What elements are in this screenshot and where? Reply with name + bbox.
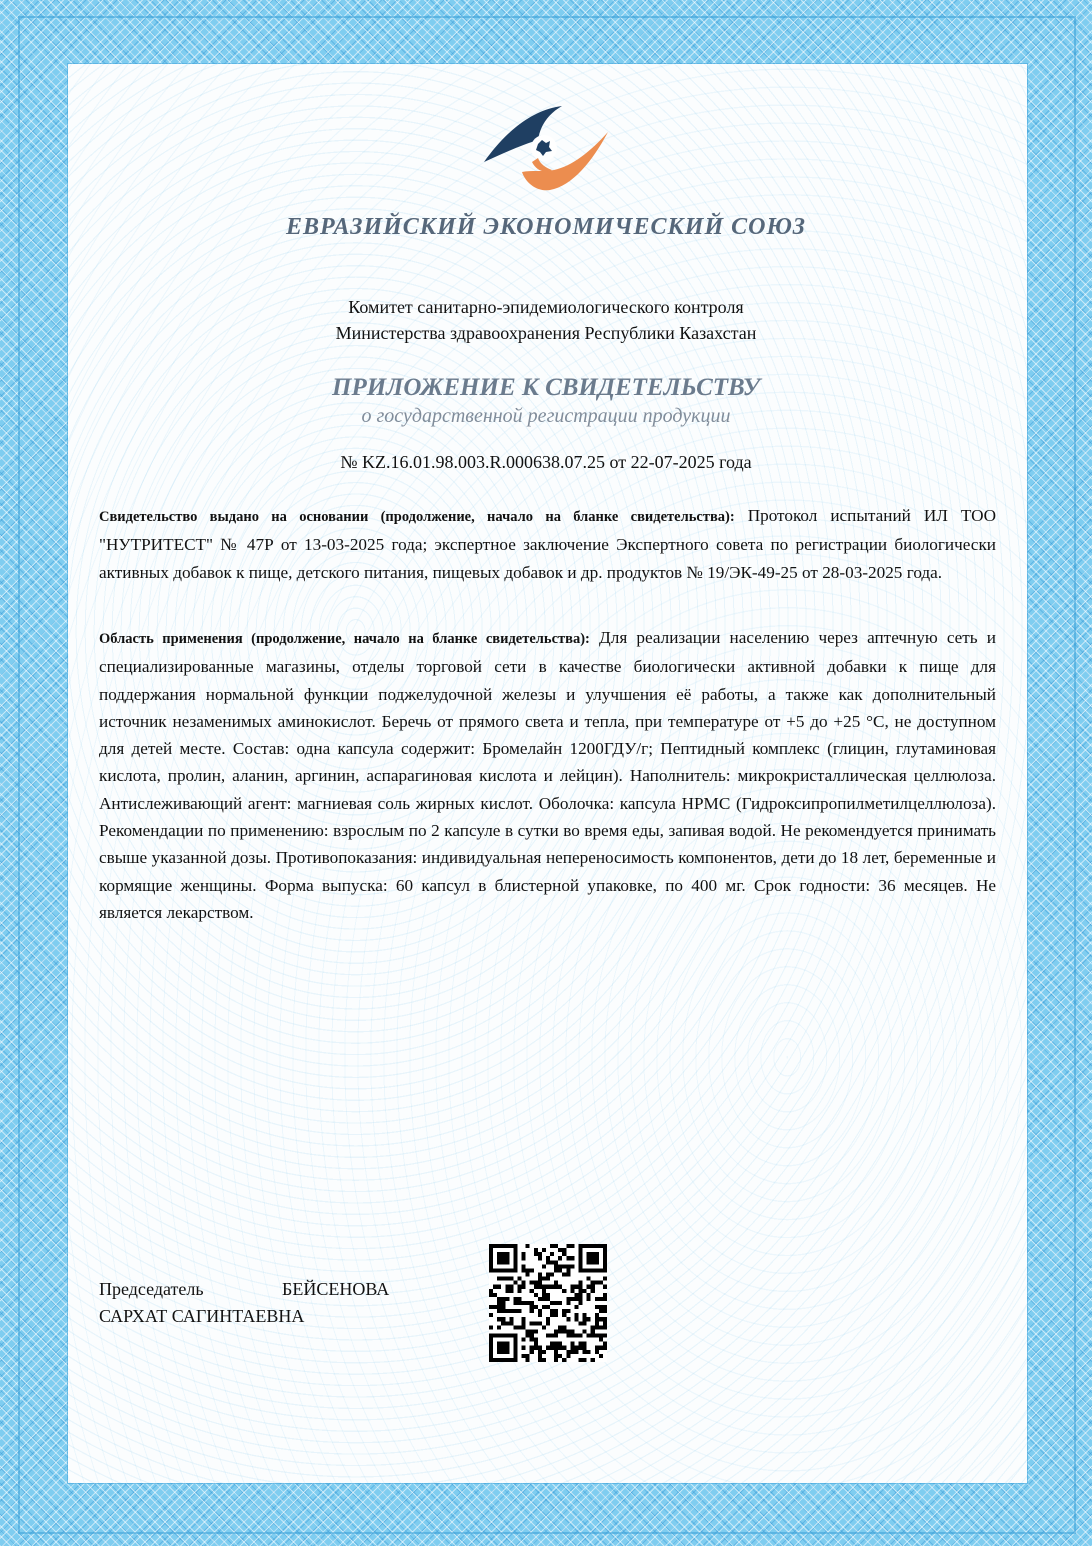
committee-line: Комитет санитарно-эпидемиологического контроля xyxy=(348,297,744,317)
signatory-surname: БЕЙСЕНОВА xyxy=(282,1279,390,1299)
basis-label: Свидетельство выдано на основании (продолжение, начало на бланке свидетельства): xyxy=(99,509,735,525)
committee-line: Министерства здравоохранения Республики Казахстан xyxy=(335,323,757,343)
scope-paragraph xyxy=(99,624,996,926)
qr-code-icon xyxy=(489,1244,607,1362)
signature-block xyxy=(99,1276,419,1330)
certificate-number: № KZ.16.01.98.003.R.000638.07.25 от 22-07-2025 года xyxy=(340,452,752,472)
signatory-role: Председатель xyxy=(99,1279,204,1299)
appendix-subtitle: о государственной регистрации продукции xyxy=(361,405,731,427)
scope-text: Для реализации населению через аптечную сеть и специализированные магазины, отделы торговой сети в качестве биологически активной добавки к пище для поддержания нормальной функции поджелудочной железы и улучшения её работы, а также как дополнительный источник незаменимых аминокислот. Беречь от прямого света и тепла, при температуре от +5 до +25 °С, не доступном для детей месте. Состав: одна капсула содержит: Бромелайн 1200ГДУ/г; Пептидный комплекс (глицин, глутаминовая кислота, пролин, аланин, аргинин, аспарагиновая кислота и лейцин). Наполнитель: микрокристаллическая целлюлоза. Антислеживающий агент: магниевая соль жирных кислот. Оболочка: капсула HPMC (Гидроксипропилметилцеллюлоза). Рекомендации по применению: взрослым по 2 капсуле в сутки во время еды, запивая водой. Не рекомендуется принимать свыше указанной дозы. Противопоказания: индивидуальная непереносимость компонентов, дети до 18 лет, беременные и кормящие женщины. Форма выпуска: 60 капсул в блистерной упаковке, по 400 мг. Срок годности: 36 месяцев. Не является лекарством. xyxy=(99,628,996,922)
union-title: ЕВРАЗИЙСКИЙ ЭКОНОМИЧЕСКИЙ СОЮЗ xyxy=(285,214,807,240)
basis-text: Протокол испытаний ИЛ ТОО "НУТРИТЕСТ" № 47Р от 13-03-2025 года; экспертное заключение Экспертного совета по регистрации биологически активных добавок к пище, детского питания, пищевых добавок и др. продуктов № 19/ЭК-49-25 от 28-03-2025 года. xyxy=(99,506,997,582)
scope-label: Область применения (продолжение, начало на бланке свидетельства): xyxy=(99,631,590,647)
committee-block xyxy=(0,294,1092,346)
appendix-title: ПРИЛОЖЕНИЕ К СВИДЕТЕЛЬСТВУ xyxy=(332,374,760,401)
eaeu-emblem-icon xyxy=(482,104,610,194)
basis-paragraph xyxy=(99,502,996,586)
signatory-given-names: САРХАТ САГИНТАЕВНА xyxy=(99,1306,305,1326)
